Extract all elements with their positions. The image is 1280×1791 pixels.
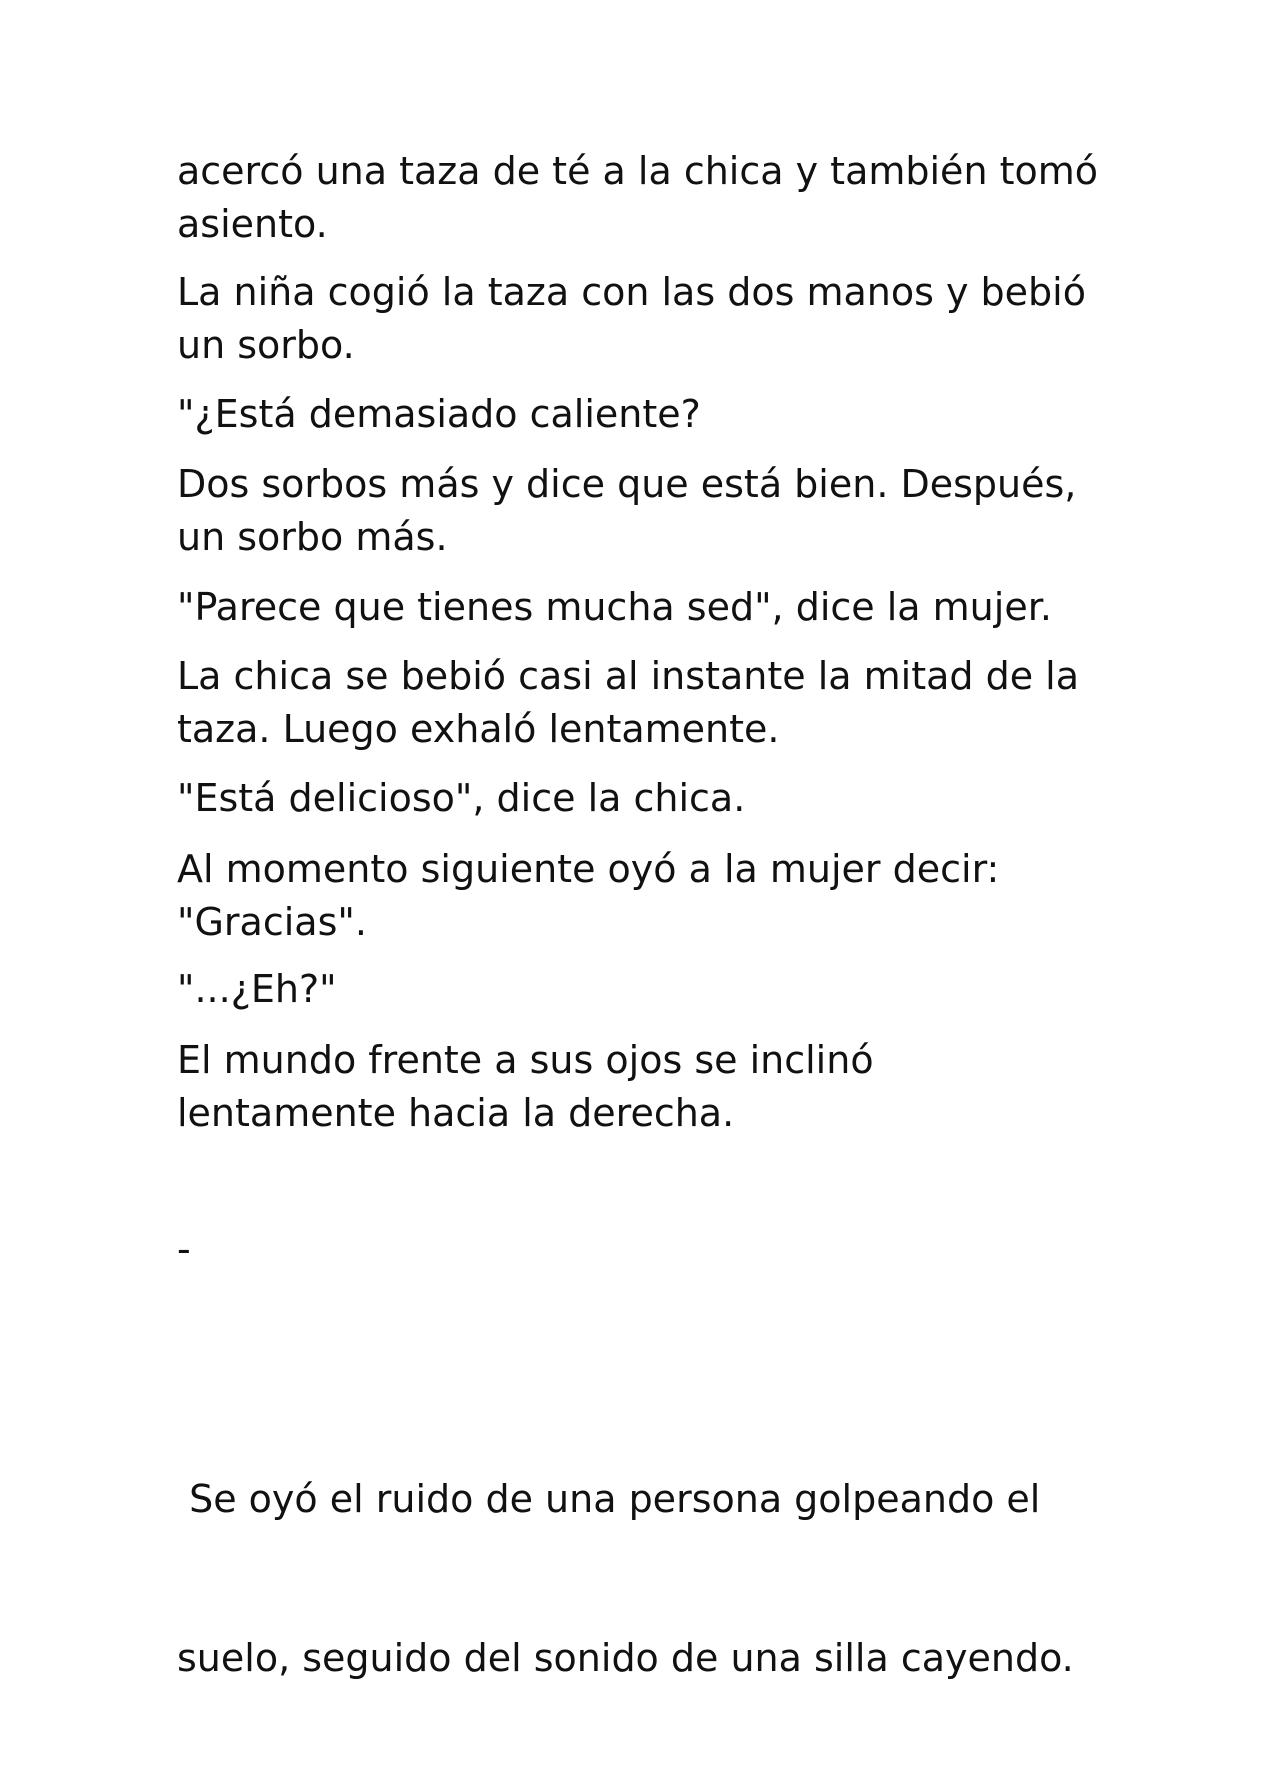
text-line: suelo, seguido del sonido de una silla cayendo. <box>177 1636 1074 1680</box>
text-line: acercó una taza de té a la chica y también tomó <box>177 149 1099 193</box>
text-line: "Está delicioso", dice la chica. <box>177 776 746 820</box>
text-line: taza. Luego exhaló lentamente. <box>177 707 780 751</box>
paragraph <box>177 650 1137 756</box>
text-line: Se oyó el ruido de una persona golpeando el <box>177 1477 1041 1521</box>
paragraph <box>177 266 1137 372</box>
text-line: "Parece que tienes mucha sed", dice la mujer. <box>177 585 1052 629</box>
text-line: un sorbo más. <box>177 515 448 559</box>
paragraph <box>177 388 1137 441</box>
text-line: - <box>177 1227 191 1271</box>
paragraph <box>177 581 1137 634</box>
paragraph <box>177 1034 1137 1140</box>
text-line: La niña cogió la taza con las dos manos y bebió <box>177 270 1086 314</box>
text-line: lentamente hacia la derecha. <box>177 1091 735 1135</box>
scene-break <box>177 1223 1137 1276</box>
text-line: un sorbo. <box>177 323 355 367</box>
text-line: La chica se bebió casi al instante la mitad de la <box>177 654 1079 698</box>
paragraph <box>177 1367 1137 1791</box>
text-line: El mundo frente a sus ojos se inclinó <box>177 1038 874 1082</box>
text-line: "¿Está demasiado caliente? <box>177 392 701 436</box>
text-line: "Gracias". <box>177 900 367 944</box>
text-line: asiento. <box>177 202 328 246</box>
text-line: Al momento siguiente oyó a la mujer decir: <box>177 847 1000 891</box>
paragraph <box>177 963 1137 1016</box>
text-line: Dos sorbos más y dice que está bien. Después, <box>177 462 1077 506</box>
paragraph <box>177 843 1137 949</box>
text-line: "...¿Eh?" <box>177 967 337 1011</box>
paragraph <box>177 145 1137 251</box>
paragraph <box>177 458 1137 564</box>
paragraph <box>177 772 1137 825</box>
